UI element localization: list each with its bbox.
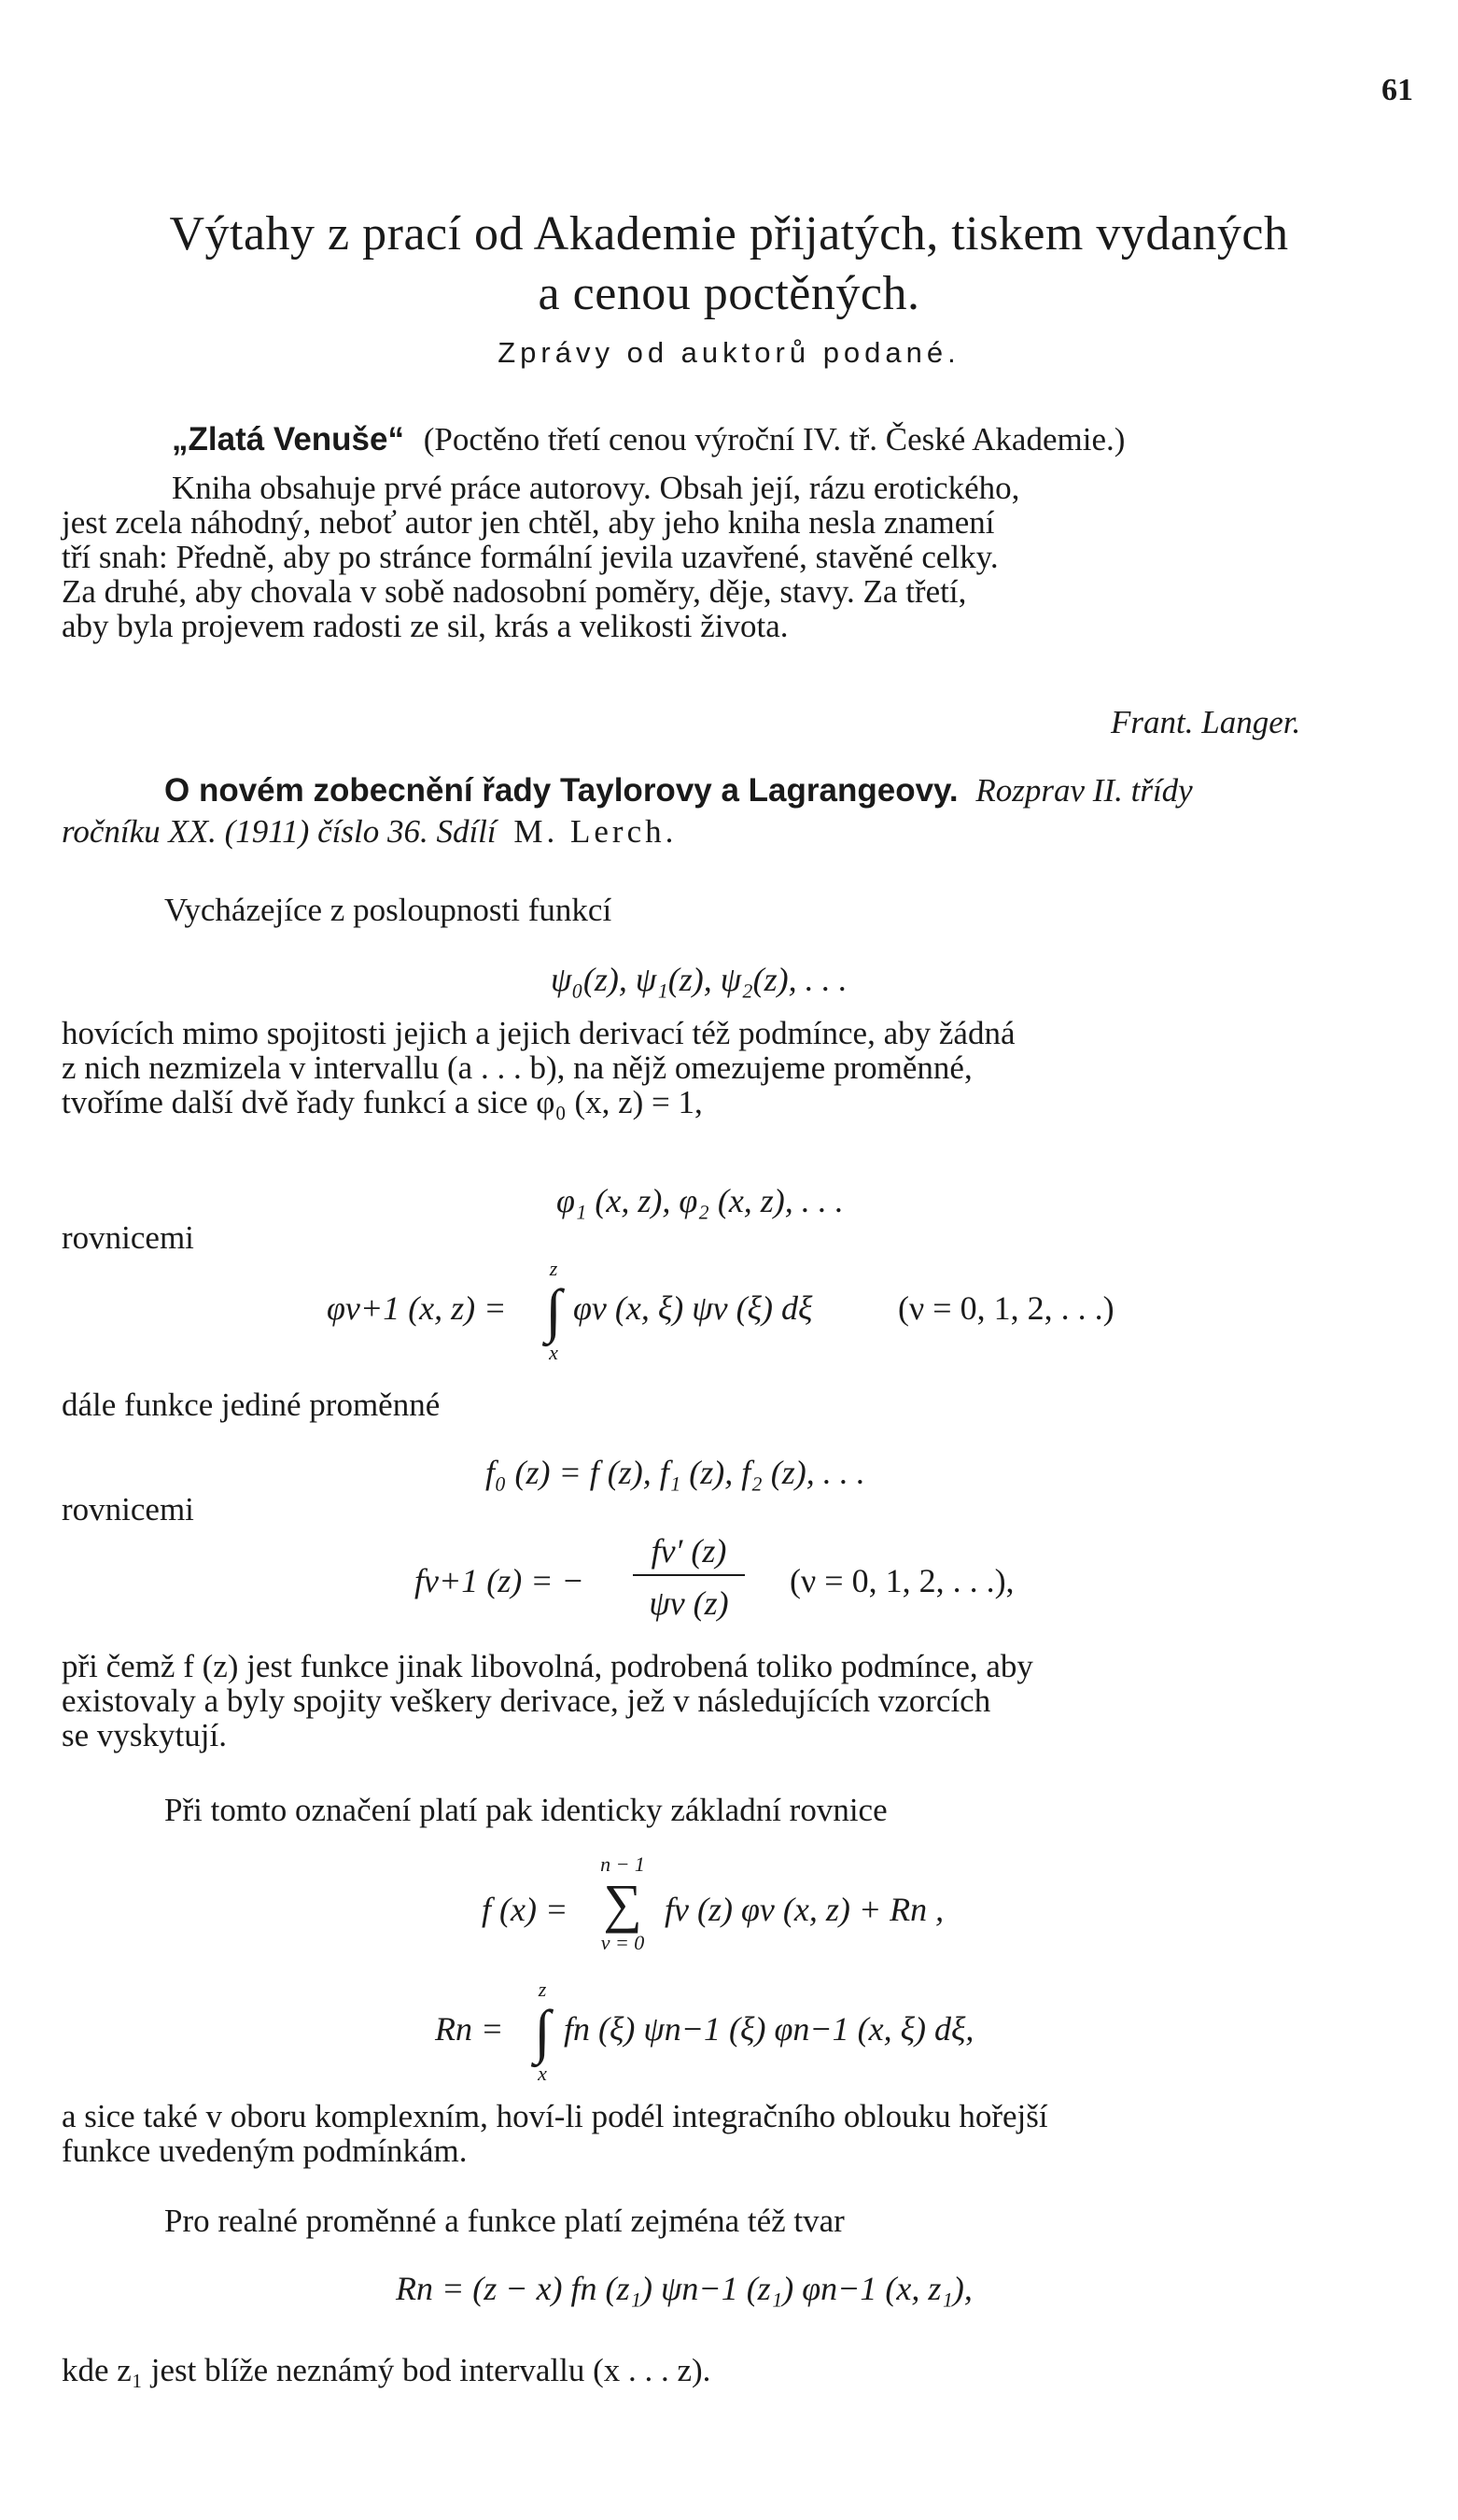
article2-source-b: ročníku XX. (1911) číslo 36. Sdílí	[62, 813, 497, 850]
paragraph-single-variable: dále funkce jediné proměnné	[62, 1387, 441, 1423]
integral-upper-limit: z	[549, 1257, 558, 1280]
fraction-bar	[633, 1574, 745, 1576]
formula-f-sequence: f₀ (z) = f (z), f₁ (z), f₂ (z), . . .	[485, 1454, 865, 1491]
paragraph-line: z nich nezmizela v intervallu (a . . . b), na nějž omezujeme proměnné,	[62, 1049, 973, 1086]
formula-f-recursion-left: fν+1 (z) = −	[414, 1562, 584, 1599]
paragraph-complex	[62, 2099, 1415, 2168]
paragraph-arbitrary-function	[62, 1649, 1415, 1753]
article1-line: jest zcela náhodný, neboť autor jen chtěl, aby jeho kniha nesla znamení	[62, 504, 995, 541]
integral-sign-remainder	[528, 1978, 556, 2086]
formula-taylor-left: f (x) =	[482, 1891, 568, 1928]
label-rovnicemi-2: rovnicemi	[62, 1491, 194, 1527]
paragraph-conditions	[62, 1016, 1415, 1119]
integral-upper-limit: z	[538, 1978, 547, 2001]
paragraph-line: se vyskytují.	[62, 1717, 227, 1753]
formula-phi-sequence: φ₁ (x, z), φ₂ (x, z), . . .	[556, 1182, 844, 1219]
paragraph-line: a sice také v oboru komplexním, hoví-li podél integračního oblouku hořejší	[62, 2098, 1048, 2134]
paragraph-conclusion: kde z₁ jest blíže neznámý bod intervallu (x . . . z).	[62, 2352, 711, 2388]
formula-remainder-real: Rn = (z − x) fn (z₁) ψn−1 (z₁) φn−1 (x, z₁),	[396, 2270, 973, 2307]
article1-line: Za druhé, aby chovala v sobě nadosobní poměry, děje, stavy. Za třetí,	[62, 573, 967, 610]
article2-source-a: Rozprav II. třídy	[975, 772, 1193, 809]
sum-upper-limit: n − 1	[600, 1852, 645, 1876]
formula-remainder-left: Rn =	[435, 2010, 504, 2048]
sum-sign	[590, 1852, 655, 1955]
paragraph-line: tvoříme další dvě řady funkcí a sice φ₀ (x, z) = 1,	[62, 1084, 703, 1120]
paragraph-real-form: Pro realné proměnné a funkce platí zejména též tvar	[164, 2203, 845, 2239]
paragraph-identity: Při tomto označení platí pak identicky základní rovnice	[164, 1792, 888, 1828]
integral-symbol: ∫	[545, 1277, 562, 1344]
paragraph-line: při čemž f (z) jest funkce jinak libovolná, podrobená toliko podmínce, aby	[62, 1648, 1033, 1684]
paragraph-intro: Vycházejíce z posloupnosti funkcí	[164, 892, 612, 928]
paragraph-line: funkce uvedeným podmínkám.	[62, 2133, 468, 2169]
integral-symbol: ∫	[534, 1998, 551, 2064]
page-title: Výtahy z prací od Akademie přijatých, tiskem vydaných	[169, 207, 1289, 260]
article2-author: M. Lerch.	[513, 813, 678, 850]
fraction-numerator: fν′ (z)	[651, 1532, 727, 1570]
formula-psi-sequence: ψ₀(z), ψ₁(z), ψ₂(z), . . .	[551, 961, 848, 998]
page-number: 61	[1381, 73, 1413, 107]
article2-heading	[164, 773, 1193, 808]
fraction-denominator: ψν (z)	[649, 1584, 729, 1622]
article2-heading-line2	[62, 814, 677, 849]
paragraph-line: hovících mimo spojitosti jejich a jejich derivací též podmínce, aby žádná	[62, 1015, 1016, 1051]
page-subtitle: Zprávy od auktorů podané.	[498, 336, 960, 369]
formula-phi-left: φν+1 (x, z) =	[327, 1289, 507, 1327]
integral-lower-limit: x	[549, 1341, 558, 1364]
article2-title: O novém zobecnění řady Taylorovy a Lagrangeovy.	[164, 772, 959, 809]
formula-f-condition: (ν = 0, 1, 2, . . .),	[790, 1562, 1015, 1599]
article1-title: „Zlatá Venuše“	[172, 421, 404, 458]
paragraph-line: existovaly a byly spojity veškery derivace, jež v následujících vzorcích	[62, 1682, 991, 1719]
formula-taylor-right: fν (z) φν (x, z) + Rn ,	[665, 1891, 945, 1928]
article1-heading	[172, 422, 1125, 457]
integral-sign	[540, 1257, 568, 1365]
article1-line: tří snah: Předně, aby po stránce formální jevila uzavřené, stavěné celky.	[62, 539, 999, 575]
label-rovnicemi: rovnicemi	[62, 1219, 194, 1256]
article1-body	[62, 471, 1415, 643]
sum-symbol: ∑	[603, 1873, 642, 1934]
formula-phi-recursion	[327, 1288, 506, 1328]
formula-phi-integrand: φν (x, ξ) ψν (ξ) dξ	[573, 1289, 813, 1327]
article1-award: (Poctěno třetí cenou výroční IV. tř. České Akademie.)	[423, 421, 1126, 458]
page-title-continued: a cenou poctěných.	[538, 267, 920, 320]
article1-line: Kniha obsahuje prvé práce autorovy. Obsah její, rázu erotického,	[172, 470, 1020, 506]
formula-phi-condition: (ν = 0, 1, 2, . . .)	[898, 1289, 1115, 1327]
sum-lower-limit: ν = 0	[600, 1931, 645, 1954]
article1-line: aby byla projevem radosti ze sil, krás a velikosti života.	[62, 608, 789, 644]
article1-author: Frant. Langer.	[1111, 704, 1301, 740]
formula-remainder-right: fn (ξ) ψn−1 (ξ) φn−1 (x, ξ) dξ,	[564, 2010, 974, 2048]
integral-lower-limit: x	[538, 2062, 547, 2085]
